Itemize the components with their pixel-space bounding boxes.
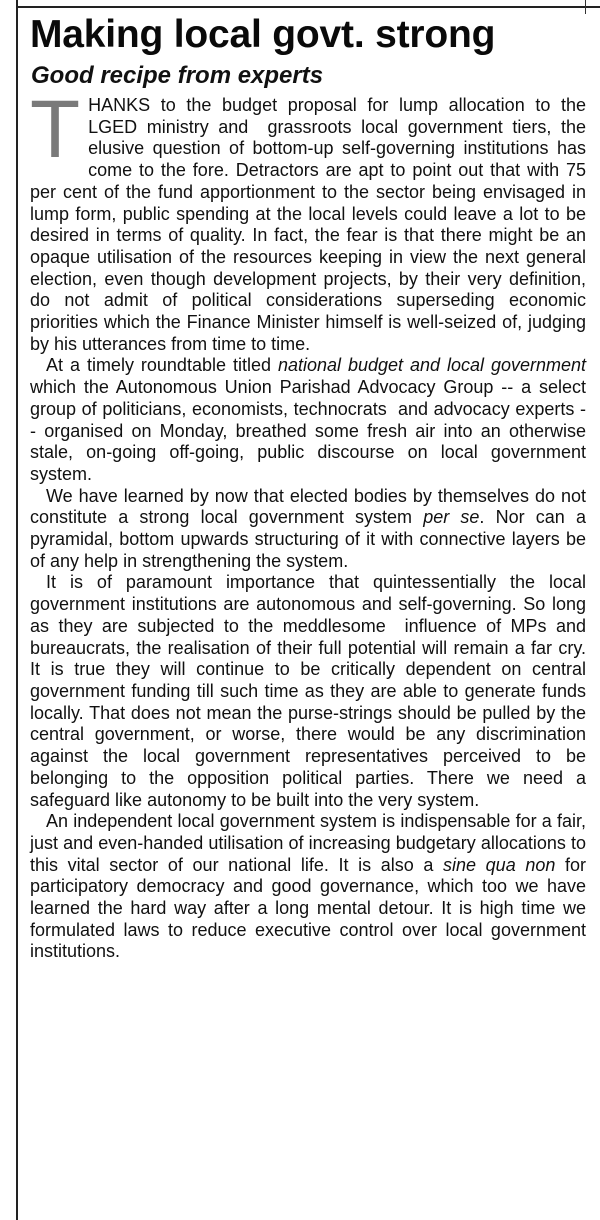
paragraph-3-text-b: . Nor can a pyramidal, bottom upwards structuring of it with connective layers be of any help in strengthening the system. [30,507,586,571]
paragraph-2-text-b: which the Autonomous Union Parishad Advocacy Group -- a select group of politicians, economists, technocrats and advocacy experts -- organised on Monday, breathed some fresh air into an otherwise stale, on-going off-going, public discourse on local government system. [30,377,586,484]
paragraph-2-text-a: At a timely roundtable titled [46,355,278,376]
paragraph-2 [30,355,586,485]
paragraph-1 [30,84,586,355]
drop-cap: T [30,84,81,175]
paragraph-4 [30,572,586,811]
article-subhead: Good recipe from experts [31,62,324,89]
left-border-rule [16,0,18,1220]
paragraph-5-text-b: for participatory democracy and good governance, which too we have learned the hard way after a long mental detour. It is high time we formulated laws to reduce executive control over local government institutions. [30,854,587,962]
article-headline: Making local govt. strong [30,13,496,56]
paragraph-2-italic: national budget and local government [277,355,587,376]
top-border-rule [16,6,600,8]
paragraph-4-text: It is of paramount importance that quintessentially the local government institutions are autonomous and self-governing. So long as they are subjected to the meddlesome influence of MPs and bureaucrats, the realisation of their full potential will remain a far cry. It is true they will continue to be critically dependent on central government funding till such time as they are able to generate funds locally. That does not mean the purse-strings should be pulled by the central government, or worse, there would be any discrimination against the local government representatives perceived to be belonging to the opposition political parties. There we need a safeguard like autonomy to be built into the very system. [30,572,586,810]
paragraph-5-text-a: An independent local government system is indispensable for a fair, just and even-handed utilisation of increasing budgetary allocations to this vital sector of our national life. It is also a [30,811,586,875]
article-body [30,84,587,963]
paragraph-3 [30,486,586,573]
paragraph-1-text: HANKS to the budget proposal for lump allocation to the LGED ministry and grassroots local government tiers, the elusive question of bottom-up self-governing institutions has come to the fore. Detractors are apt to point out that with 75 per cent of the fund apportionment to the sector being envisaged in lump form, public spending at the local levels could leave a lot to be desired in terms of quality. In fact, the fear is that there might be an opaque utilisation of the resources keeping in view the next general election, even though development projects, by their very definition, do not admit of political considerations superseding economic priorities which the Finance Minister himself is well-seized of, judging by his utterances from time to time. [30,95,586,354]
paragraph-3-text-a: We have learned by now that elected bodies by themselves do not constitute a strong local government system [30,485,586,528]
paragraph-5-italic: sine qua non [443,854,556,875]
paragraph-5 [30,811,586,963]
paragraph-3-italic: per se [423,507,480,528]
